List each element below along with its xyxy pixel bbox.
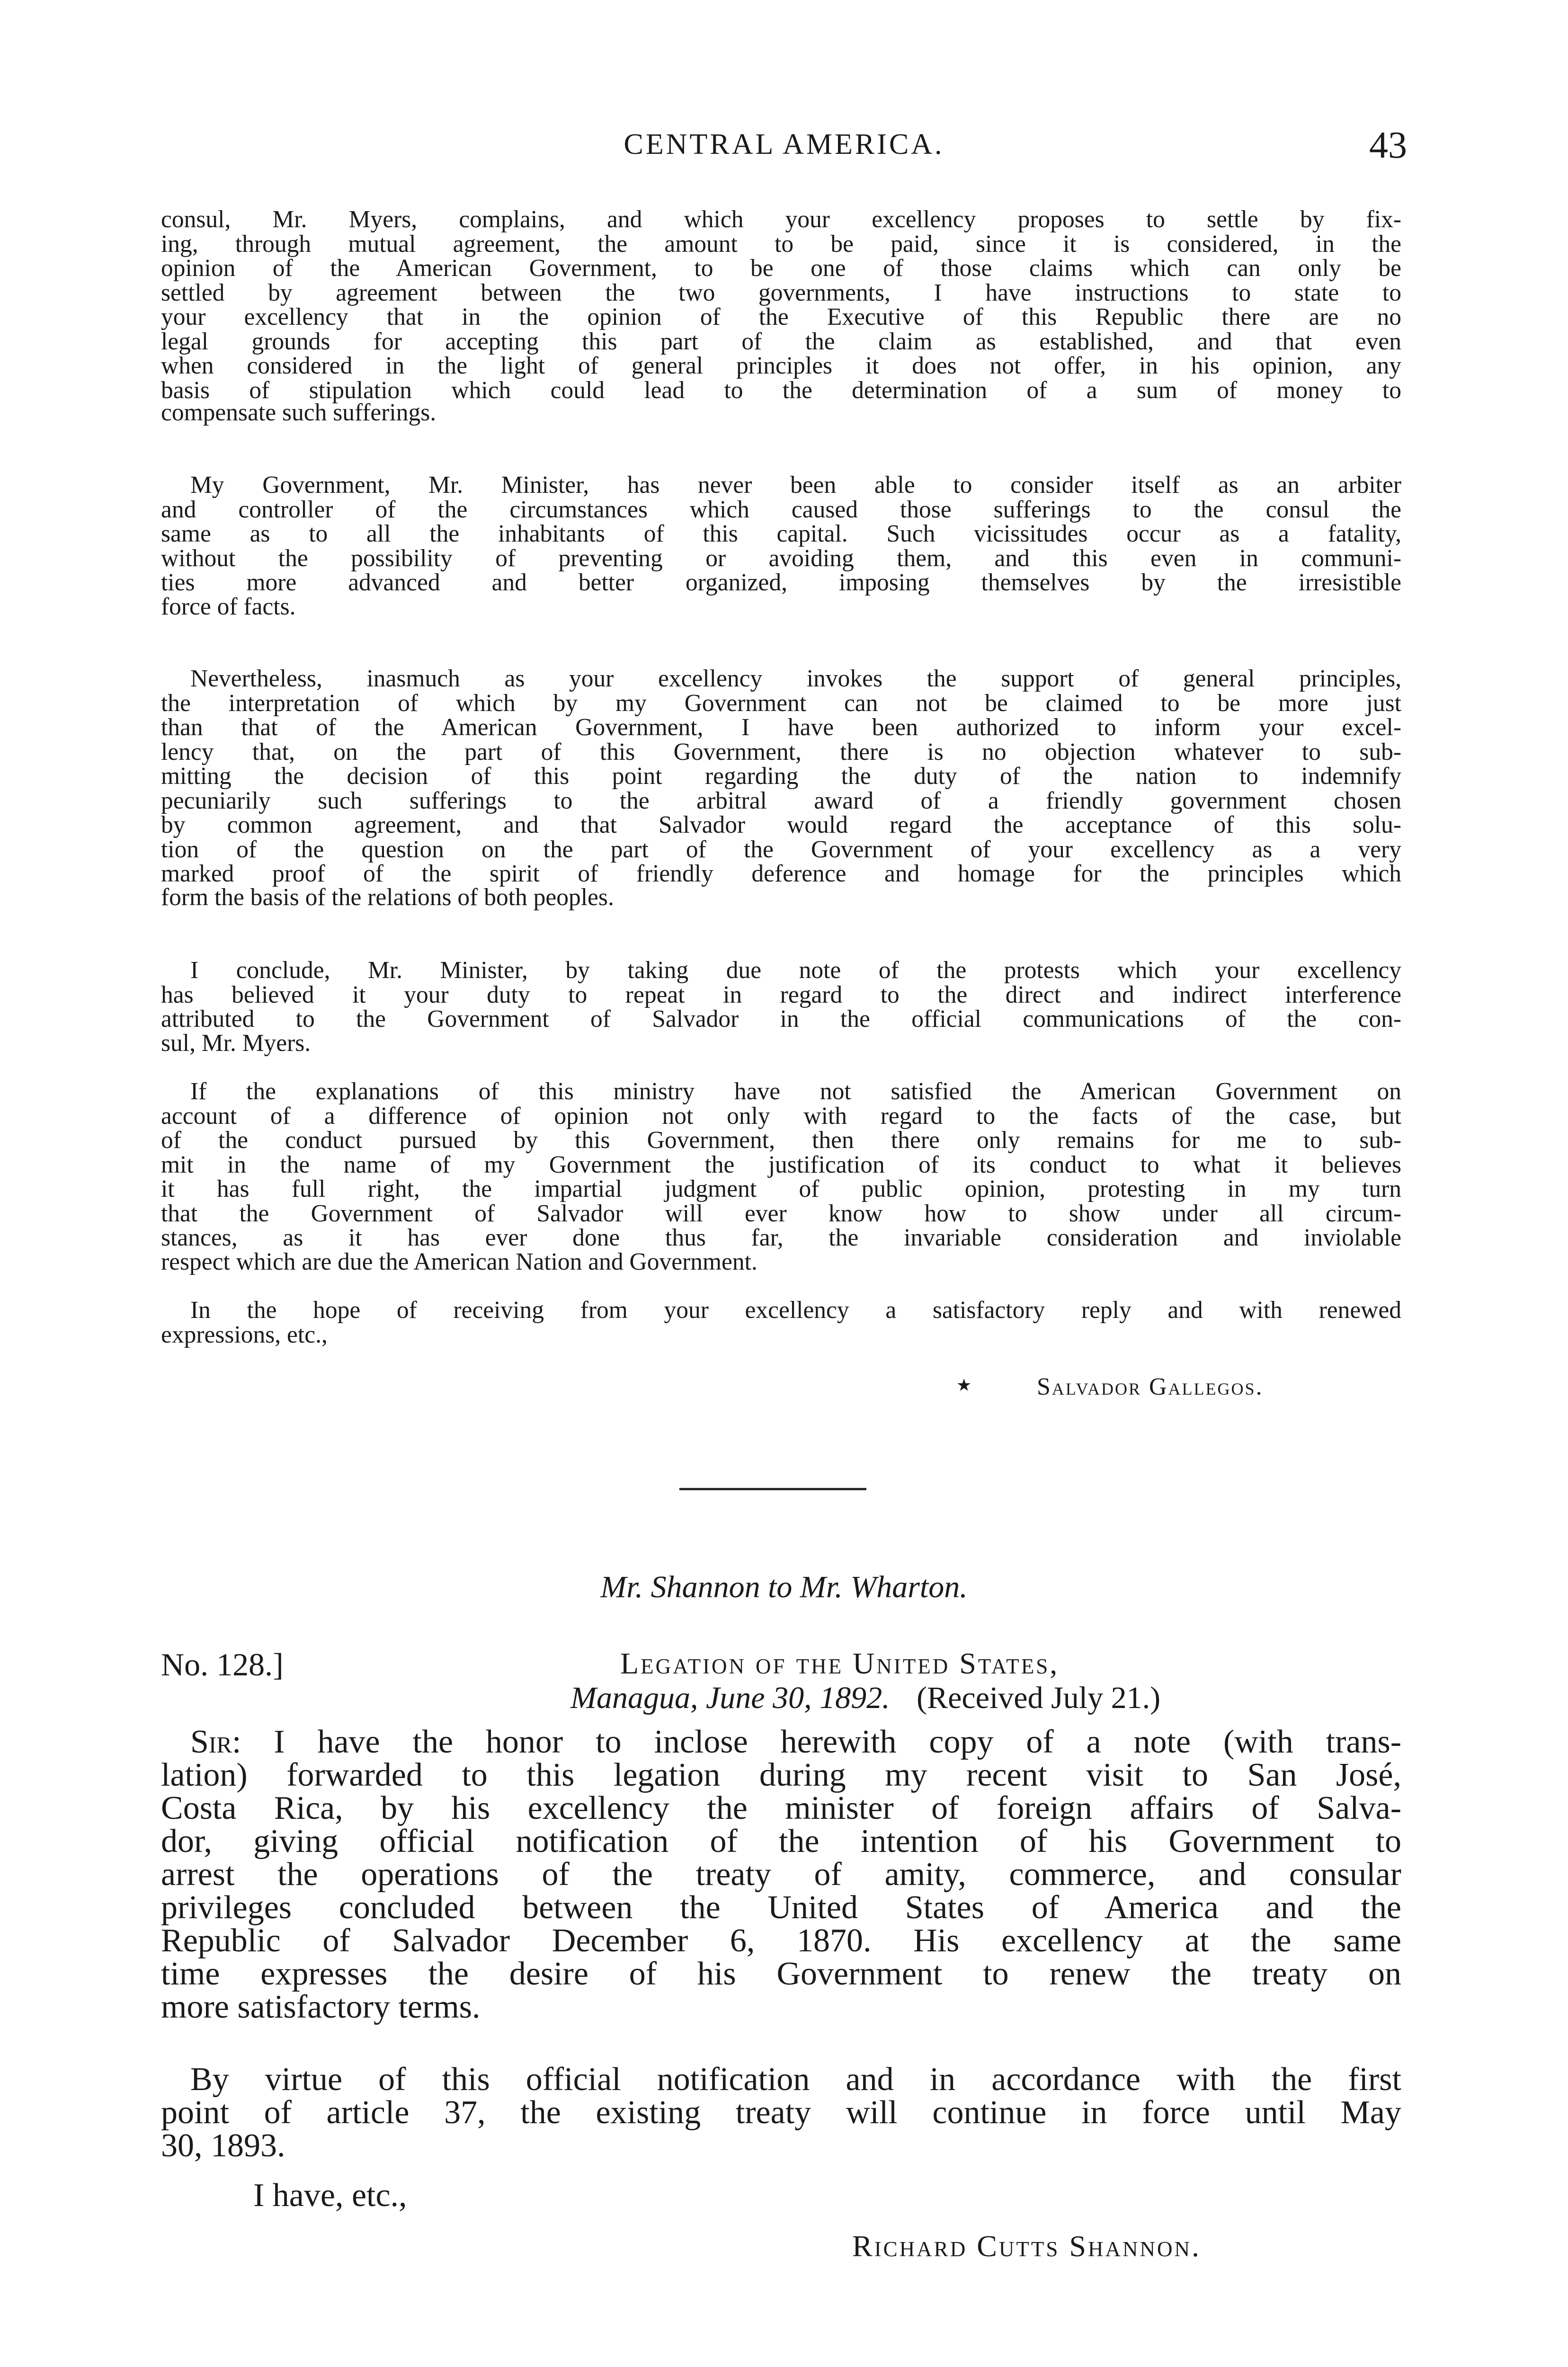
running-head (161, 125, 1407, 170)
text-segment: : I have the honor to inclose herewith copy of a note (with trans- (232, 1724, 1401, 1760)
closing: I have, etc., (253, 2177, 407, 2214)
text-line: lation) forwarded to this legation during my recent visit to San José, (161, 1757, 1401, 1793)
letter1-signature: Salvador Gallegos. (1037, 1373, 1264, 1400)
running-title: CENTRAL AMERICA. (624, 128, 944, 160)
text-line: force of facts. (161, 593, 296, 620)
text-line: dor, giving official notification of the intention of his Government to (161, 1823, 1401, 1860)
received-note: (Received July 21.) (917, 1681, 1161, 1715)
text-line: your excellency that in the opinion of the Executive of this Republic there are no (161, 303, 1401, 330)
section-divider (679, 1488, 866, 1490)
text-line: marked proof of the spirit of friendly deference and homage for the principles which (161, 860, 1401, 887)
text-line: lency that, on the part of this Government, there is no objection whatever to sub- (161, 738, 1401, 765)
legation-line: Legation of the United States, (620, 1646, 1060, 1680)
text-line: has believed it your duty to repeat in regard to the direct and indirect interference (161, 981, 1401, 1008)
text-line: If the explanations of this ministry have not satisfied the American Government on (190, 1078, 1401, 1105)
place-date: Managua, June 30, 1892. (570, 1681, 890, 1715)
letter2-heading: Mr. Shannon to Mr. Wharton. (600, 1570, 968, 1604)
text-line: pecuniarily such sufferings to the arbitral award of a friendly government chosen (161, 787, 1401, 814)
text-line: privileges concluded between the United States of America and the (161, 1889, 1401, 1926)
text-line: 30, 1893. (161, 2127, 285, 2164)
text-line: arrest the operations of the treaty of amity, commerce, and consular (161, 1856, 1401, 1893)
salutation: Sir (190, 1724, 232, 1760)
page-number: 43 (1369, 125, 1407, 166)
text-line: I conclude, Mr. Minister, by taking due note of the protests which your excellency (190, 957, 1401, 984)
letter1-paragraph-1 (161, 207, 1401, 402)
text-line: same as to all the inhabitants of this capital. Such vicissitudes occur as a fatality, (161, 520, 1401, 547)
text-line: form the basis of the relations of both peoples. (161, 884, 614, 911)
text-line: ing, through mutual agreement, the amount to be paid, since it is considered, in the (161, 230, 1401, 258)
text-line: than that of the American Government, I have been authorized to inform your excel- (161, 714, 1401, 741)
text-line: when considered in the light of general principles it does not offer, in his opinion, any (161, 352, 1401, 379)
letter1-paragraph-2 (161, 473, 1401, 595)
text-line: and controller of the circumstances which caused those sufferings to the consul the (161, 496, 1401, 523)
text-line: ties more advanced and better organized, imposing themselves by the irresistible (161, 569, 1401, 596)
text-line: In the hope of receiving from your excellency a satisfactory reply and with renewed (190, 1297, 1401, 1324)
letter1-paragraph-5-end (161, 1250, 1401, 1274)
text-line: it has full right, the impartial judgment of public opinion, protesting in my turn (161, 1175, 1401, 1202)
text-line: without the possibility of preventing or avoiding them, and this even in communi- (161, 544, 1401, 572)
text-line: stances, as it has ever done thus far, the invariable consideration and inviolable (161, 1224, 1401, 1251)
document-number: No. 128.] (161, 1646, 284, 1682)
text-line: time expresses the desire of his Government to renew the treaty on (161, 1956, 1401, 1992)
text-line: consul, Mr. Myers, complains, and which your excellency proposes to settle by fix- (161, 206, 1401, 233)
letter1-paragraph-4-end (161, 1031, 1401, 1056)
text-line: of the conduct pursued by this Government, then there only remains for me to sub- (161, 1127, 1401, 1154)
text-line: basis of stipulation which could lead to the determination of a sum of money to (161, 376, 1401, 404)
text-line: My Government, Mr. Minister, has never been able to consider itself as an arbiter (190, 472, 1401, 498)
letter1-paragraph-5 (161, 1079, 1401, 1250)
text-line: By virtue of this official notification and in accordance with the first (190, 2061, 1401, 2098)
text-line: expressions, etc., (161, 1321, 328, 1348)
letter2-paragraph-1-end (161, 1991, 1401, 2024)
text-line: legal grounds for accepting this part of the claim as established, and that even (161, 328, 1401, 355)
text-line: by common agreement, and that Salvador would regard the acceptance of this solu- (161, 811, 1401, 838)
letter1-paragraph-2-end (161, 595, 1401, 619)
letter1-paragraph-3-end (161, 885, 1401, 910)
text-line: settled by agreement between the two governments, I have instructions to state to (161, 279, 1401, 306)
text-line: the interpretation of which by my Government can not be claimed to be more just (161, 689, 1401, 717)
text-line: attributed to the Government of Salvador in the official communications of the con- (161, 1006, 1401, 1032)
text-line: Costa Rica, by his excellency the minister of foreign affairs of Salva- (161, 1790, 1401, 1826)
text-line: Nevertheless, inasmuch as your excellency invokes the support of general principles, (190, 665, 1401, 692)
letter2-paragraph-1 (161, 1726, 1401, 1991)
letter1-paragraph-6-end (161, 1323, 1401, 1347)
text-line: sul, Mr. Myers. (161, 1030, 311, 1057)
text-line: opinion of the American Government, to be one of those claims which can only be (161, 255, 1401, 282)
text-line: mitting the decision of this point regarding the duty of the nation to indemnify (161, 763, 1401, 790)
text-line (161, 1726, 1401, 1759)
letter2-signature: Richard Cutts Shannon. (852, 2229, 1201, 2263)
letter2-paragraph-2 (161, 2063, 1401, 2129)
text-line: mit in the name of my Government the justification of its conduct to what it believes (161, 1151, 1401, 1178)
letter2-paragraph-2-end (161, 2129, 1401, 2162)
text-line: respect which are due the American Nation and Government. (161, 1248, 757, 1275)
asterisk-mark-icon: ★ (956, 1376, 972, 1395)
text-line: tion of the question on the part of the Government of your excellency as a very (161, 836, 1401, 863)
letter1-paragraph-1-end (161, 400, 1401, 425)
text-line: that the Government of Salvador will ever know how to show under all circum- (161, 1200, 1401, 1227)
letter1-paragraph-3 (161, 667, 1401, 886)
text-line: compensate such sufferings. (161, 399, 437, 426)
text-line: account of a difference of opinion not only with regard to the facts of the case, but (161, 1102, 1401, 1130)
text-line: point of article 37, the existing treaty will continue in force until May (161, 2094, 1401, 2131)
text-line: Republic of Salvador December 6, 1870. His excellency at the same (161, 1922, 1401, 1959)
text-line: more satisfactory terms. (161, 1989, 481, 2025)
dateline (570, 1680, 1160, 1716)
letter1-paragraph-4 (161, 958, 1401, 1032)
letter1-paragraph-6 (161, 1298, 1401, 1323)
